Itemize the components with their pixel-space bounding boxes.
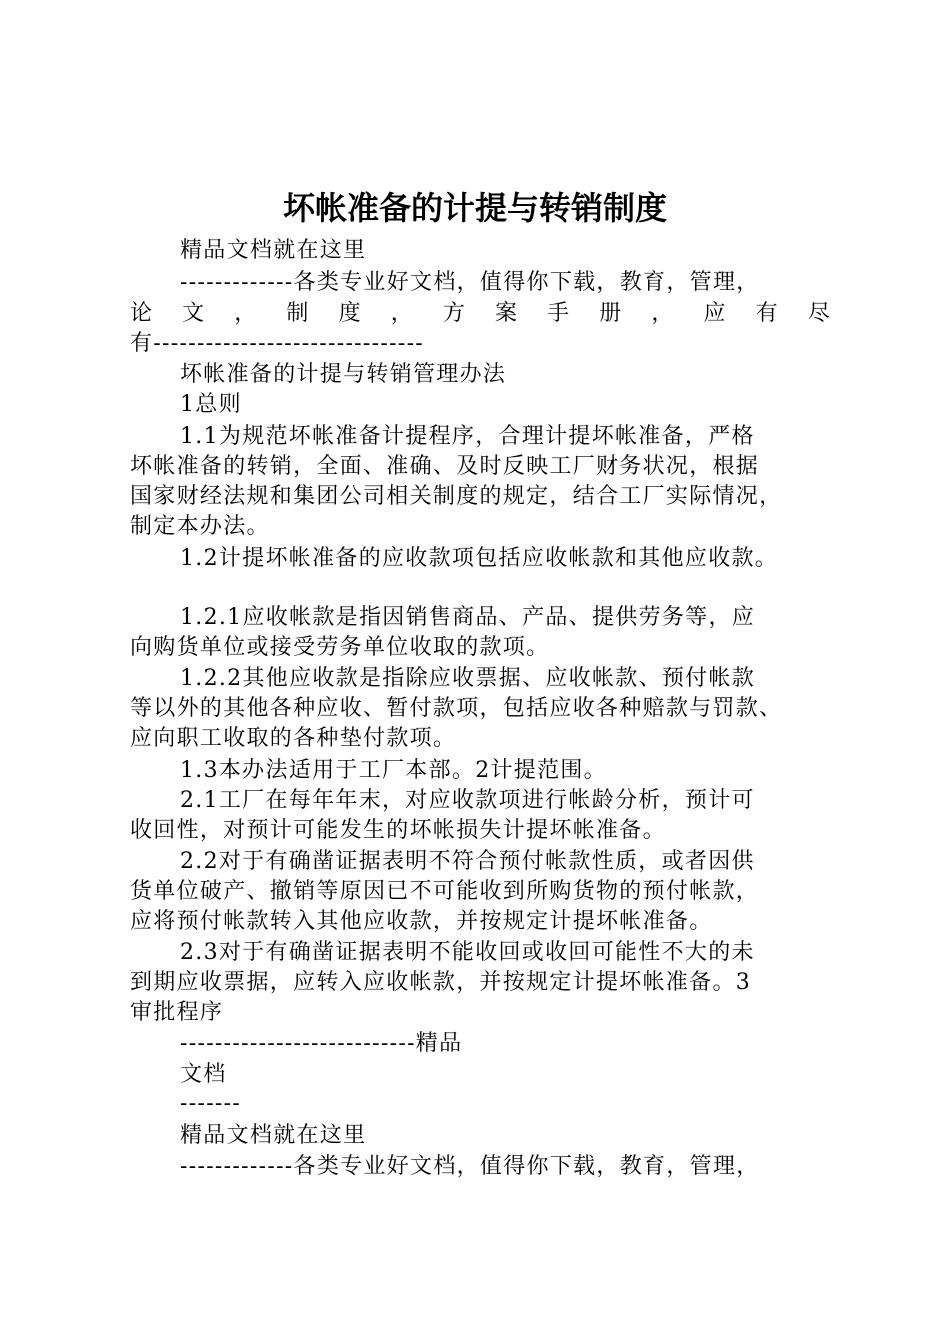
paragraph-line: 应将预付帐款转入其他应收款，并按规定计提坏帐准备。 xyxy=(130,909,713,934)
spread-char: ， xyxy=(234,301,257,326)
paragraph-line: 货单位破产、撤销等原因已不可能收到所购货物的预付帐款， xyxy=(130,879,760,904)
spread-char: 文 xyxy=(182,301,205,326)
paragraph-line: 制定本办法。 xyxy=(130,514,270,539)
section-heading: 1总则 xyxy=(180,392,242,417)
paragraph-line: 2.2对于有确凿证据表明不符合预付帐款性质，或者因供 xyxy=(180,849,755,874)
banner-divider-line: 有------------------------------- xyxy=(130,331,425,356)
spread-char: 度 xyxy=(338,301,361,326)
banner-divider-line: -------------各类专业好文档，值得你下载，教育，管理， xyxy=(180,1154,760,1179)
spread-char: 制 xyxy=(286,301,309,326)
footer-divider-line: ---------------------------精品 xyxy=(180,1031,463,1056)
paragraph-line: 坏帐准备的转销，全面、准确、及时反映工厂财务状况，根据 xyxy=(130,454,760,479)
spread-char: 方 xyxy=(442,301,465,326)
paragraph-line: 等以外的其他各种应收、暂付款项，包括应收各种赔款与罚款、 xyxy=(130,696,783,721)
spread-char: ， xyxy=(651,301,674,326)
banner-text: 精品文档就在这里 xyxy=(180,238,367,263)
section-heading: 坏帐准备的计提与转销管理办法 xyxy=(180,362,507,387)
paragraph-line: 1.1为规范坏帐准备计提程序，合理计提坏帐准备，严格 xyxy=(180,424,755,449)
paragraph-line: 1.2.2其他应收款是指除应收票据、应收帐款、预付帐款 xyxy=(180,666,756,691)
spread-char: 尽 xyxy=(807,301,830,326)
paragraph-line: 2.1工厂在每年年末，对应收款项进行帐龄分析，预计可 xyxy=(180,788,755,813)
spread-char: 论 xyxy=(130,301,153,326)
paragraph-line: 2.3对于有确凿证据表明不能收回或收回可能性不大的未 xyxy=(180,940,755,965)
footer-divider-line: ------- xyxy=(180,1091,242,1116)
banner-divider-line: -------------各类专业好文档，值得你下载，教育，管理， xyxy=(180,270,760,295)
spread-char: 有 xyxy=(755,301,778,326)
spread-char: ， xyxy=(390,301,413,326)
spread-char: 应 xyxy=(703,301,726,326)
spread-char: 册 xyxy=(599,301,622,326)
paragraph-line: 向购货单位或接受劳务单位收取的款项。 xyxy=(130,635,550,660)
spread-char: 手 xyxy=(547,301,570,326)
banner-text: 精品文档就在这里 xyxy=(180,1123,367,1148)
document-title: 坏帐准备的计提与转销制度 xyxy=(282,189,667,227)
paragraph-line: 国家财经法规和集团公司相关制度的规定，结合工厂实际情况， xyxy=(130,484,783,509)
paragraph-line: 到期应收票据，应转入应收帐款，并按规定计提坏帐准备。3 xyxy=(130,970,752,995)
paragraph-line: 审批程序 xyxy=(130,1000,224,1025)
footer-text: 文档 xyxy=(180,1062,227,1087)
banner-spread-line xyxy=(130,299,830,329)
paragraph-line: 1.2计提坏帐准备的应收款项包括应收帐款和其他应收款。 xyxy=(180,546,779,571)
paragraph-line: 1.2.1应收帐款是指因销售商品、产品、提供劳务等，应 xyxy=(180,605,756,630)
paragraph-line: 应向职工收取的各种垫付款项。 xyxy=(130,726,457,751)
paragraph-line: 收回性，对预计可能发生的坏帐损失计提坏帐准备。 xyxy=(130,818,666,843)
spread-char: 案 xyxy=(494,301,517,326)
paragraph-line: 1.3本办法适用于工厂本部。2计提范围。 xyxy=(180,758,607,783)
